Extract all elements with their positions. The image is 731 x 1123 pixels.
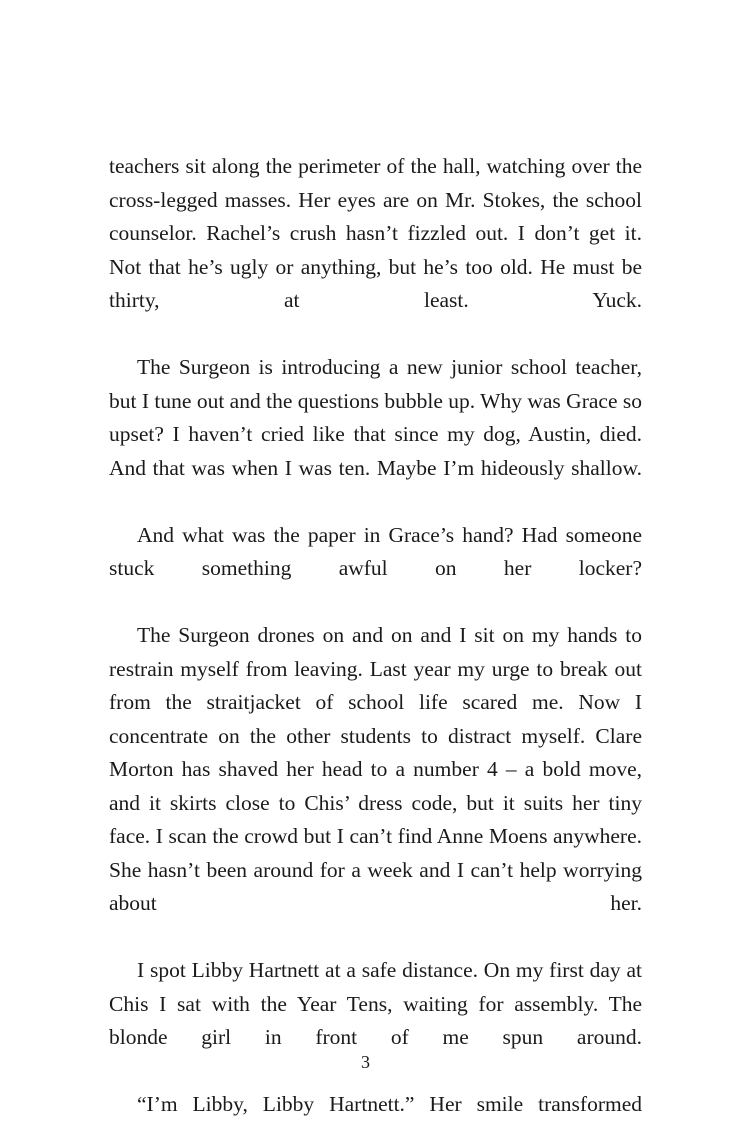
paragraph-4: The Surgeon drones on and on and I sit on my hands to restrain myself from leaving. Last year my urge to break out from the straitjacket of school life scared me. Now I concentrate on the other students to distract myself. Clare Morton has shaved her head to a number 4 – a bold move, and it skirts close to Chis’ dress code, but it suits her tiny face. I scan the crowd but I can’t find Anne Moens anywhere. She hasn’t been around for a week and I can’t help worrying about her. <box>109 623 642 915</box>
paragraph-1: teachers sit along the perimeter of the hall, watching over the cross-legged masses. Her eyes are on Mr. Stokes, the school counselor. Rachel’s crush hasn’t fizzled out. I don’t get it. Not that he’s ugly or anything, but he’s too old. He must be thirty, at least. Yuck. <box>109 154 642 312</box>
paragraph-2: The Surgeon is introducing a new junior school teacher, but I tune out and the questions bubble up. Why was Grace so upset? I haven’t cried like that since my dog, Austin, died. And that was when I was ten. Maybe I’m hideously shallow. <box>109 355 642 480</box>
paragraph-6: “I’m Libby, Libby Hartnett.” Her smile transformed <box>137 1092 642 1116</box>
page-number: 3 <box>361 1052 370 1072</box>
paragraph-3: And what was the paper in Grace’s hand? Had someone stuck something awful on her locker? <box>109 522 642 580</box>
page-text-block <box>109 150 642 1123</box>
paragraph-5: I spot Libby Hartnett at a safe distance. On my first day at Chis I sat with the Year Tens, waiting for assembly. The blonde girl in front of me spun around. <box>109 958 642 1049</box>
